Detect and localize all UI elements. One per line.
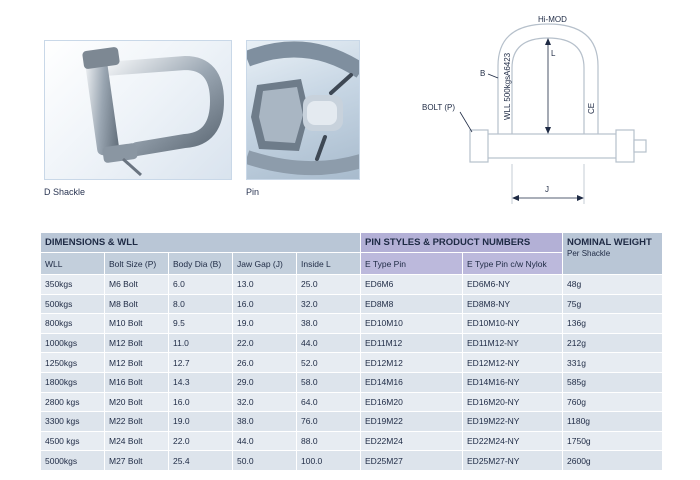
cell-e-type-pin: ED10M10	[361, 314, 463, 334]
cell-jaw-gap: 19.0	[233, 314, 297, 334]
cell-wll: 5000kgs	[41, 451, 105, 471]
cell-wll: 500kgs	[41, 294, 105, 314]
column-header-wll: WLL	[41, 253, 105, 275]
cell-body-dia: 14.3	[169, 372, 233, 392]
cell-inside-l: 64.0	[297, 392, 361, 412]
d-shackle-caption: D Shackle	[44, 187, 86, 197]
cell-e-type-pin: ED14M16	[361, 372, 463, 392]
group-header-dimensions: DIMENSIONS & WLL	[41, 233, 361, 253]
d-shackle-photo	[44, 40, 232, 180]
table-row	[41, 294, 663, 314]
diagram-label-l: L	[551, 49, 556, 58]
cell-weight: 585g	[563, 372, 663, 392]
cell-wll: 1000kgs	[41, 333, 105, 353]
cell-e-type-pin: ED11M12	[361, 333, 463, 353]
cell-weight: 2600g	[563, 451, 663, 471]
cell-jaw-gap: 50.0	[233, 451, 297, 471]
d-shackle-illustration	[45, 41, 232, 180]
cell-weight: 1750g	[563, 431, 663, 451]
column-header-e-type-pin-nylok: E Type Pin c/w Nylok	[463, 253, 563, 275]
cell-body-dia: 12.7	[169, 353, 233, 373]
diagram-label-top: Hi-MOD	[538, 15, 567, 24]
cell-inside-l: 100.0	[297, 451, 361, 471]
cell-bolt-size: M8 Bolt	[105, 294, 169, 314]
table-row	[41, 314, 663, 334]
cell-jaw-gap: 22.0	[233, 333, 297, 353]
cell-jaw-gap: 32.0	[233, 392, 297, 412]
cell-bolt-size: M24 Bolt	[105, 431, 169, 451]
cell-e-type-pin-nylok: ED11M12-NY	[463, 333, 563, 353]
table-row	[41, 333, 663, 353]
diagram-label-j: J	[545, 185, 549, 194]
cell-jaw-gap: 13.0	[233, 275, 297, 295]
column-header-inside-l: Inside L	[297, 253, 361, 275]
cell-weight: 331g	[563, 353, 663, 373]
cell-e-type-pin-nylok: ED10M10-NY	[463, 314, 563, 334]
cell-bolt-size: M27 Bolt	[105, 451, 169, 471]
cell-inside-l: 76.0	[297, 412, 361, 432]
cell-weight: 136g	[563, 314, 663, 334]
column-header-jaw-gap: Jaw Gap (J)	[233, 253, 297, 275]
cell-body-dia: 16.0	[169, 392, 233, 412]
table-body	[41, 275, 663, 471]
cell-body-dia: 25.4	[169, 451, 233, 471]
cell-bolt-size: M16 Bolt	[105, 372, 169, 392]
column-header-body-dia: Body Dia (B)	[169, 253, 233, 275]
pin-illustration	[247, 41, 360, 180]
cell-bolt-size: M12 Bolt	[105, 353, 169, 373]
cell-wll: 2800 kgs	[41, 392, 105, 412]
cell-e-type-pin: ED8M8	[361, 294, 463, 314]
cell-wll: 800kgs	[41, 314, 105, 334]
column-header-e-type-pin: E Type Pin	[361, 253, 463, 275]
cell-jaw-gap: 29.0	[233, 372, 297, 392]
diagram-label-b: B	[480, 69, 486, 78]
column-header-bolt-size: Bolt Size (P)	[105, 253, 169, 275]
group-header-pin-styles: PIN STYLES & PRODUCT NUMBERS	[361, 233, 563, 253]
diagram-label-bolt: BOLT (P)	[422, 103, 456, 112]
cell-jaw-gap: 38.0	[233, 412, 297, 432]
table-row	[41, 372, 663, 392]
shackle-diagram	[420, 8, 682, 220]
cell-inside-l: 44.0	[297, 333, 361, 353]
cell-wll: 1250kgs	[41, 353, 105, 373]
cell-e-type-pin: ED12M12	[361, 353, 463, 373]
cell-e-type-pin-nylok: ED19M22-NY	[463, 412, 563, 432]
cell-jaw-gap: 44.0	[233, 431, 297, 451]
table-row	[41, 431, 663, 451]
cell-inside-l: 25.0	[297, 275, 361, 295]
pin-caption: Pin	[246, 187, 260, 197]
table-row	[41, 412, 663, 432]
table-row	[41, 392, 663, 412]
cell-bolt-size: M10 Bolt	[105, 314, 169, 334]
cell-e-type-pin-nylok: ED16M20-NY	[463, 392, 563, 412]
cell-e-type-pin: ED16M20	[361, 392, 463, 412]
cell-e-type-pin-nylok: ED8M8-NY	[463, 294, 563, 314]
cell-e-type-pin: ED22M24	[361, 431, 463, 451]
cell-inside-l: 58.0	[297, 372, 361, 392]
diagram-label-a: A6423	[503, 52, 512, 76]
cell-body-dia: 19.0	[169, 412, 233, 432]
cell-wll: 350kgs	[41, 275, 105, 295]
cell-e-type-pin: ED19M22	[361, 412, 463, 432]
cell-jaw-gap: 16.0	[233, 294, 297, 314]
cell-e-type-pin-nylok: ED14M16-NY	[463, 372, 563, 392]
nominal-weight-label: NOMINAL WEIGHT	[567, 237, 652, 248]
cell-weight: 48g	[563, 275, 663, 295]
cell-body-dia: 6.0	[169, 275, 233, 295]
cell-wll: 3300 kgs	[41, 412, 105, 432]
table-row	[41, 451, 663, 471]
cell-bolt-size: M12 Bolt	[105, 333, 169, 353]
table-row	[41, 353, 663, 373]
cell-e-type-pin-nylok: ED25M27-NY	[463, 451, 563, 471]
cell-wll: 1800kgs	[41, 372, 105, 392]
diagram-label-wll: WLL 500kgs	[503, 75, 512, 120]
cell-jaw-gap: 26.0	[233, 353, 297, 373]
cell-weight: 760g	[563, 392, 663, 412]
cell-body-dia: 8.0	[169, 294, 233, 314]
group-header-nominal-weight	[563, 233, 663, 275]
cell-inside-l: 88.0	[297, 431, 361, 451]
cell-body-dia: 22.0	[169, 431, 233, 451]
cell-inside-l: 52.0	[297, 353, 361, 373]
cell-inside-l: 38.0	[297, 314, 361, 334]
cell-inside-l: 32.0	[297, 294, 361, 314]
diagram-label-ce: CE	[587, 102, 596, 114]
cell-e-type-pin: ED25M27	[361, 451, 463, 471]
cell-bolt-size: M20 Bolt	[105, 392, 169, 412]
cell-e-type-pin: ED6M6	[361, 275, 463, 295]
cell-weight: 1180g	[563, 412, 663, 432]
cell-e-type-pin-nylok: ED12M12-NY	[463, 353, 563, 373]
cell-body-dia: 9.5	[169, 314, 233, 334]
cell-body-dia: 11.0	[169, 333, 233, 353]
cell-bolt-size: M6 Bolt	[105, 275, 169, 295]
shackle-diagram-svg	[420, 8, 682, 220]
spec-table	[40, 232, 663, 471]
cell-weight: 75g	[563, 294, 663, 314]
cell-e-type-pin-nylok: ED22M24-NY	[463, 431, 563, 451]
cell-bolt-size: M22 Bolt	[105, 412, 169, 432]
nominal-weight-sub: Per Shackle	[567, 249, 611, 258]
cell-e-type-pin-nylok: ED6M6-NY	[463, 275, 563, 295]
cell-wll: 4500 kgs	[41, 431, 105, 451]
table-row	[41, 275, 663, 295]
pin-photo	[246, 40, 360, 180]
cell-weight: 212g	[563, 333, 663, 353]
